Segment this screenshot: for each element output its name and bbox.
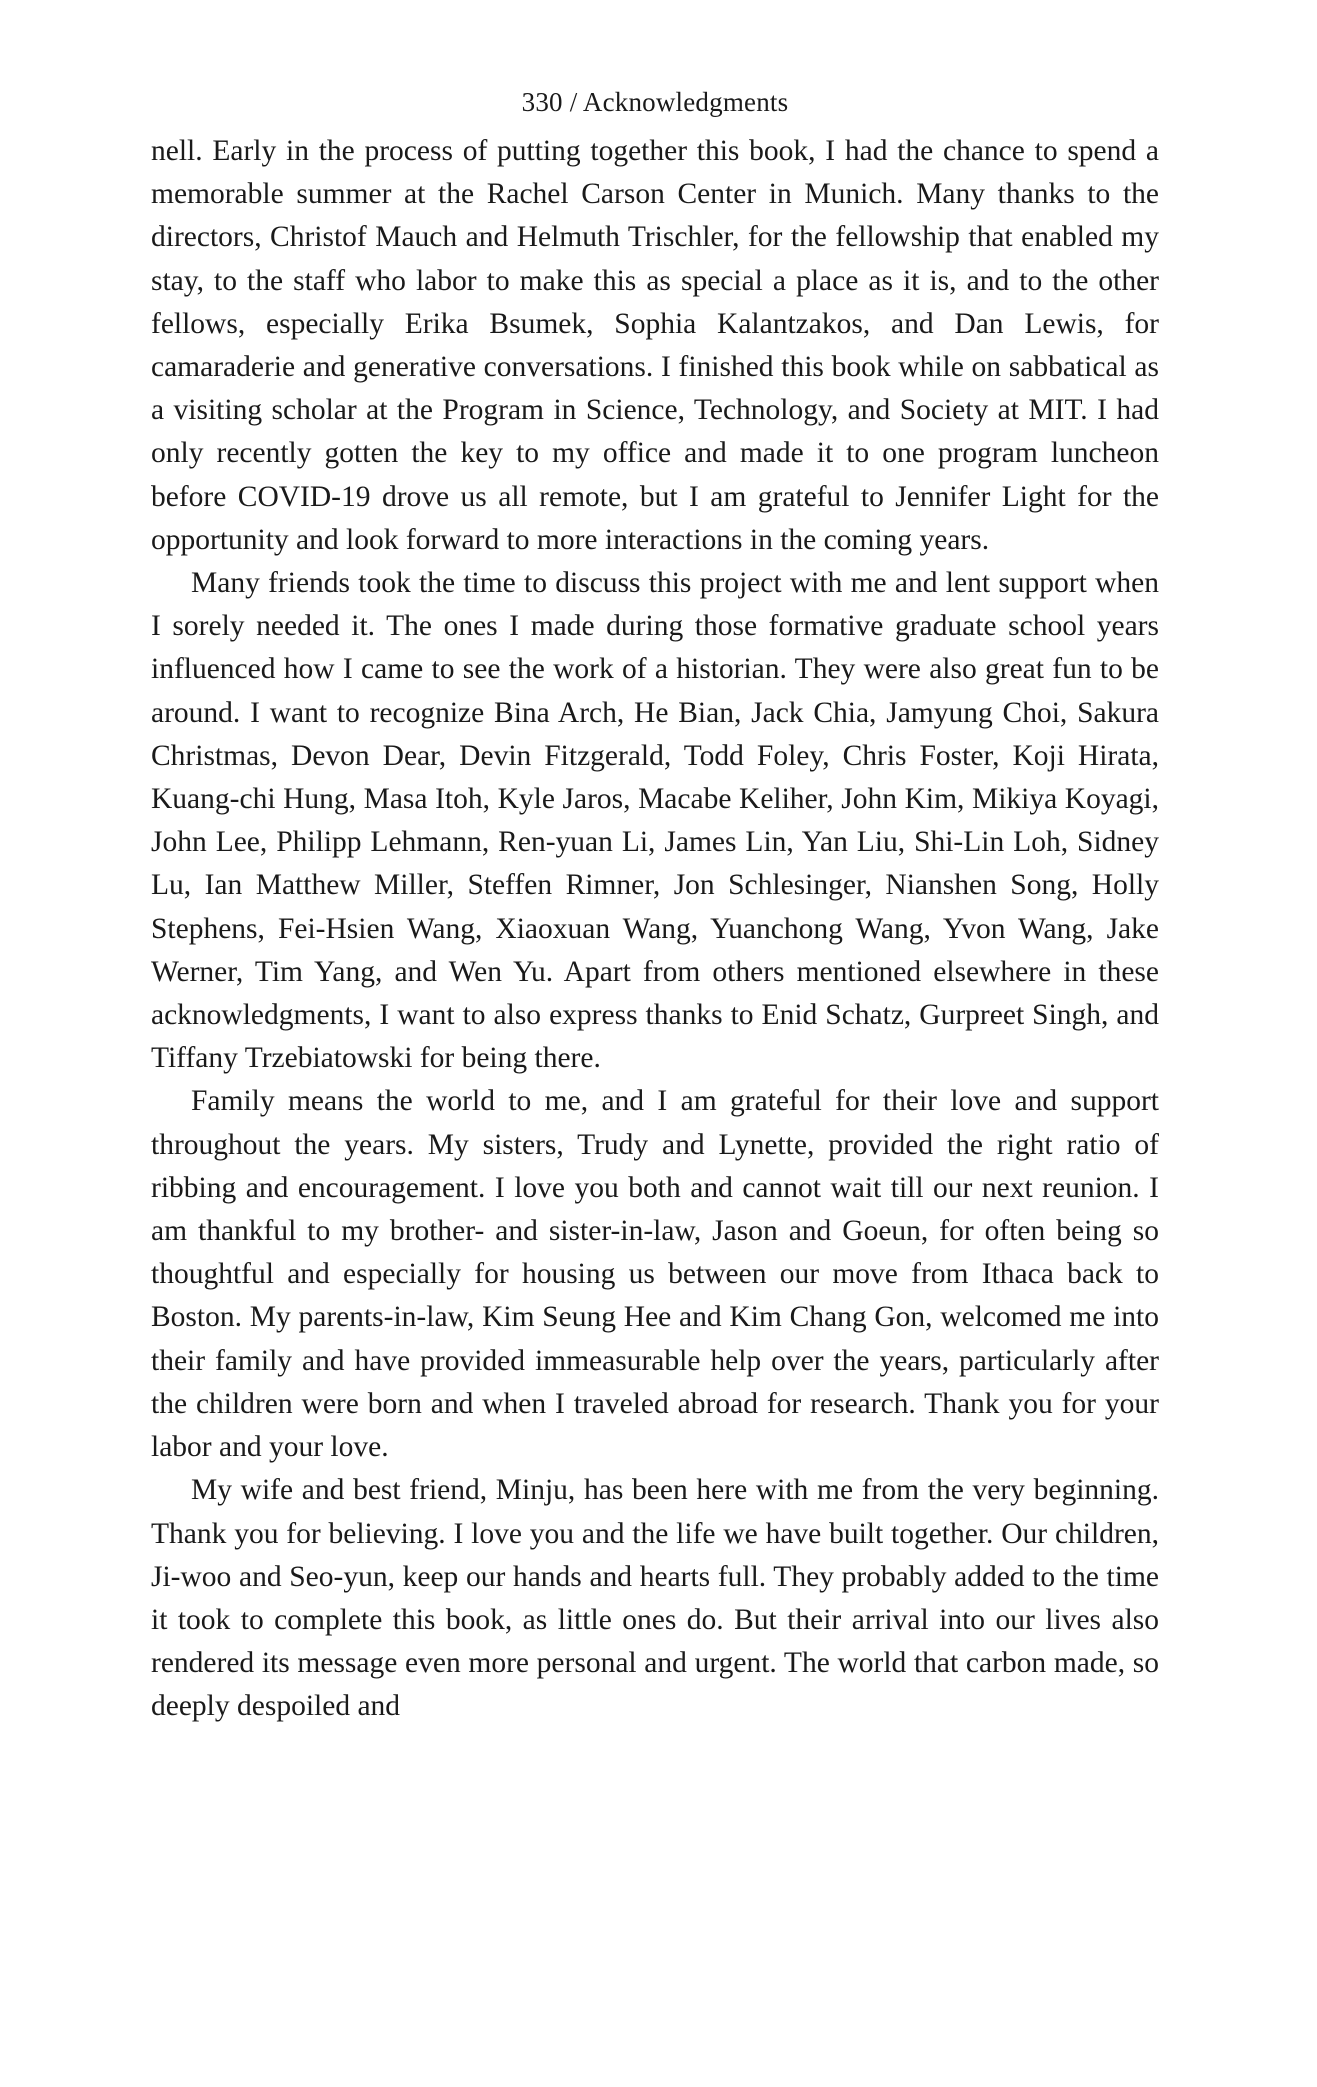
running-head: 330 / Acknowledgments bbox=[521, 87, 789, 117]
book-page bbox=[151, 86, 1159, 1729]
paragraph-3: Family means the world to me, and I am grateful for their love and support throughout the years. My sisters, Trudy and Lynette, provided the right ratio of ribbing and encouragement. I love you both and cannot wait till our next reunion. I am thankful to my brother- and sister-in-law, Jason and Goeun, for often being so thoughtful and especially for housing us between our move from Ithaca back to Boston. My parents-in-law, Kim Seung Hee and Kim Chang Gon, welcomed me into their family and have provided immeasurable help over the years, particularly after the children were born and when I traveled abroad for research. Thank you for your labor and your love. bbox=[151, 1085, 1159, 1464]
paragraph-1: nell. Early in the process of putting together this book, I had the chance to spend a memorable summer at the Rachel Carson Center in Munich. Many thanks to the directors, Christof Mauch and Helmuth Trischler, for the fellowship that enabled my stay, to the staff who labor to make this as special a place as it is, and to the other fellows, especially Erika Bsumek, Sophia Kalantzakos, and Dan Lewis, for camaraderie and generative conversations. I finished this book while on sabbatical as a visiting scholar at the Program in Science, Technology, and Society at MIT. I had only recently gotten the key to my office and made it to one program luncheon before COVID-19 drove us all remote, but I am grateful to Jennifer Light for the opportunity and look forward to more interactions in the coming years. bbox=[151, 135, 1159, 556]
paragraph-4: My wife and best friend, Minju, has been here with me from the very beginning. Thank you for believing. I love you and the life we have built together. Our children, Ji-woo and Seo-yun, keep our hands and hearts full. They probably added to the time it took to complete this book, as little ones do. But their arrival into our lives also rendered its message even more personal and urgent. The world that carbon made, so deeply despoiled and bbox=[151, 1474, 1159, 1723]
paragraph-2: Many friends took the time to discuss this project with me and lent support when I sorely needed it. The ones I made during those formative graduate school years influenced how I came to see the work of a historian. They were also great fun to be around. I want to recognize Bina Arch, He Bian, Jack Chia, Jamyung Choi, Sakura Christmas, Devon Dear, Devin Fitzgerald, Todd Foley, Chris Foster, Koji Hirata, Kuang-chi Hung, Masa Itoh, Kyle Jaros, Macabe Keliher, John Kim, Mikiya Koyagi, John Lee, Philipp Lehmann, Ren-yuan Li, James Lin, Yan Liu, Shi-Lin Loh, Sidney Lu, Ian Matthew Miller, Steffen Rimner, Jon Schlesinger, Nianshen Song, Holly Stephens, Fei-Hsien Wang, Xiaoxuan Wang, Yuanchong Wang, Yvon Wang, Jake Werner, Tim Yang, and Wen Yu. Apart from others mentioned elsewhere in these acknowledgments, I want to also express thanks to Enid Schatz, Gurpreet Singh, and Tiffany Trzebiatowski for being there. bbox=[151, 567, 1159, 1075]
body-text bbox=[151, 130, 1159, 1729]
